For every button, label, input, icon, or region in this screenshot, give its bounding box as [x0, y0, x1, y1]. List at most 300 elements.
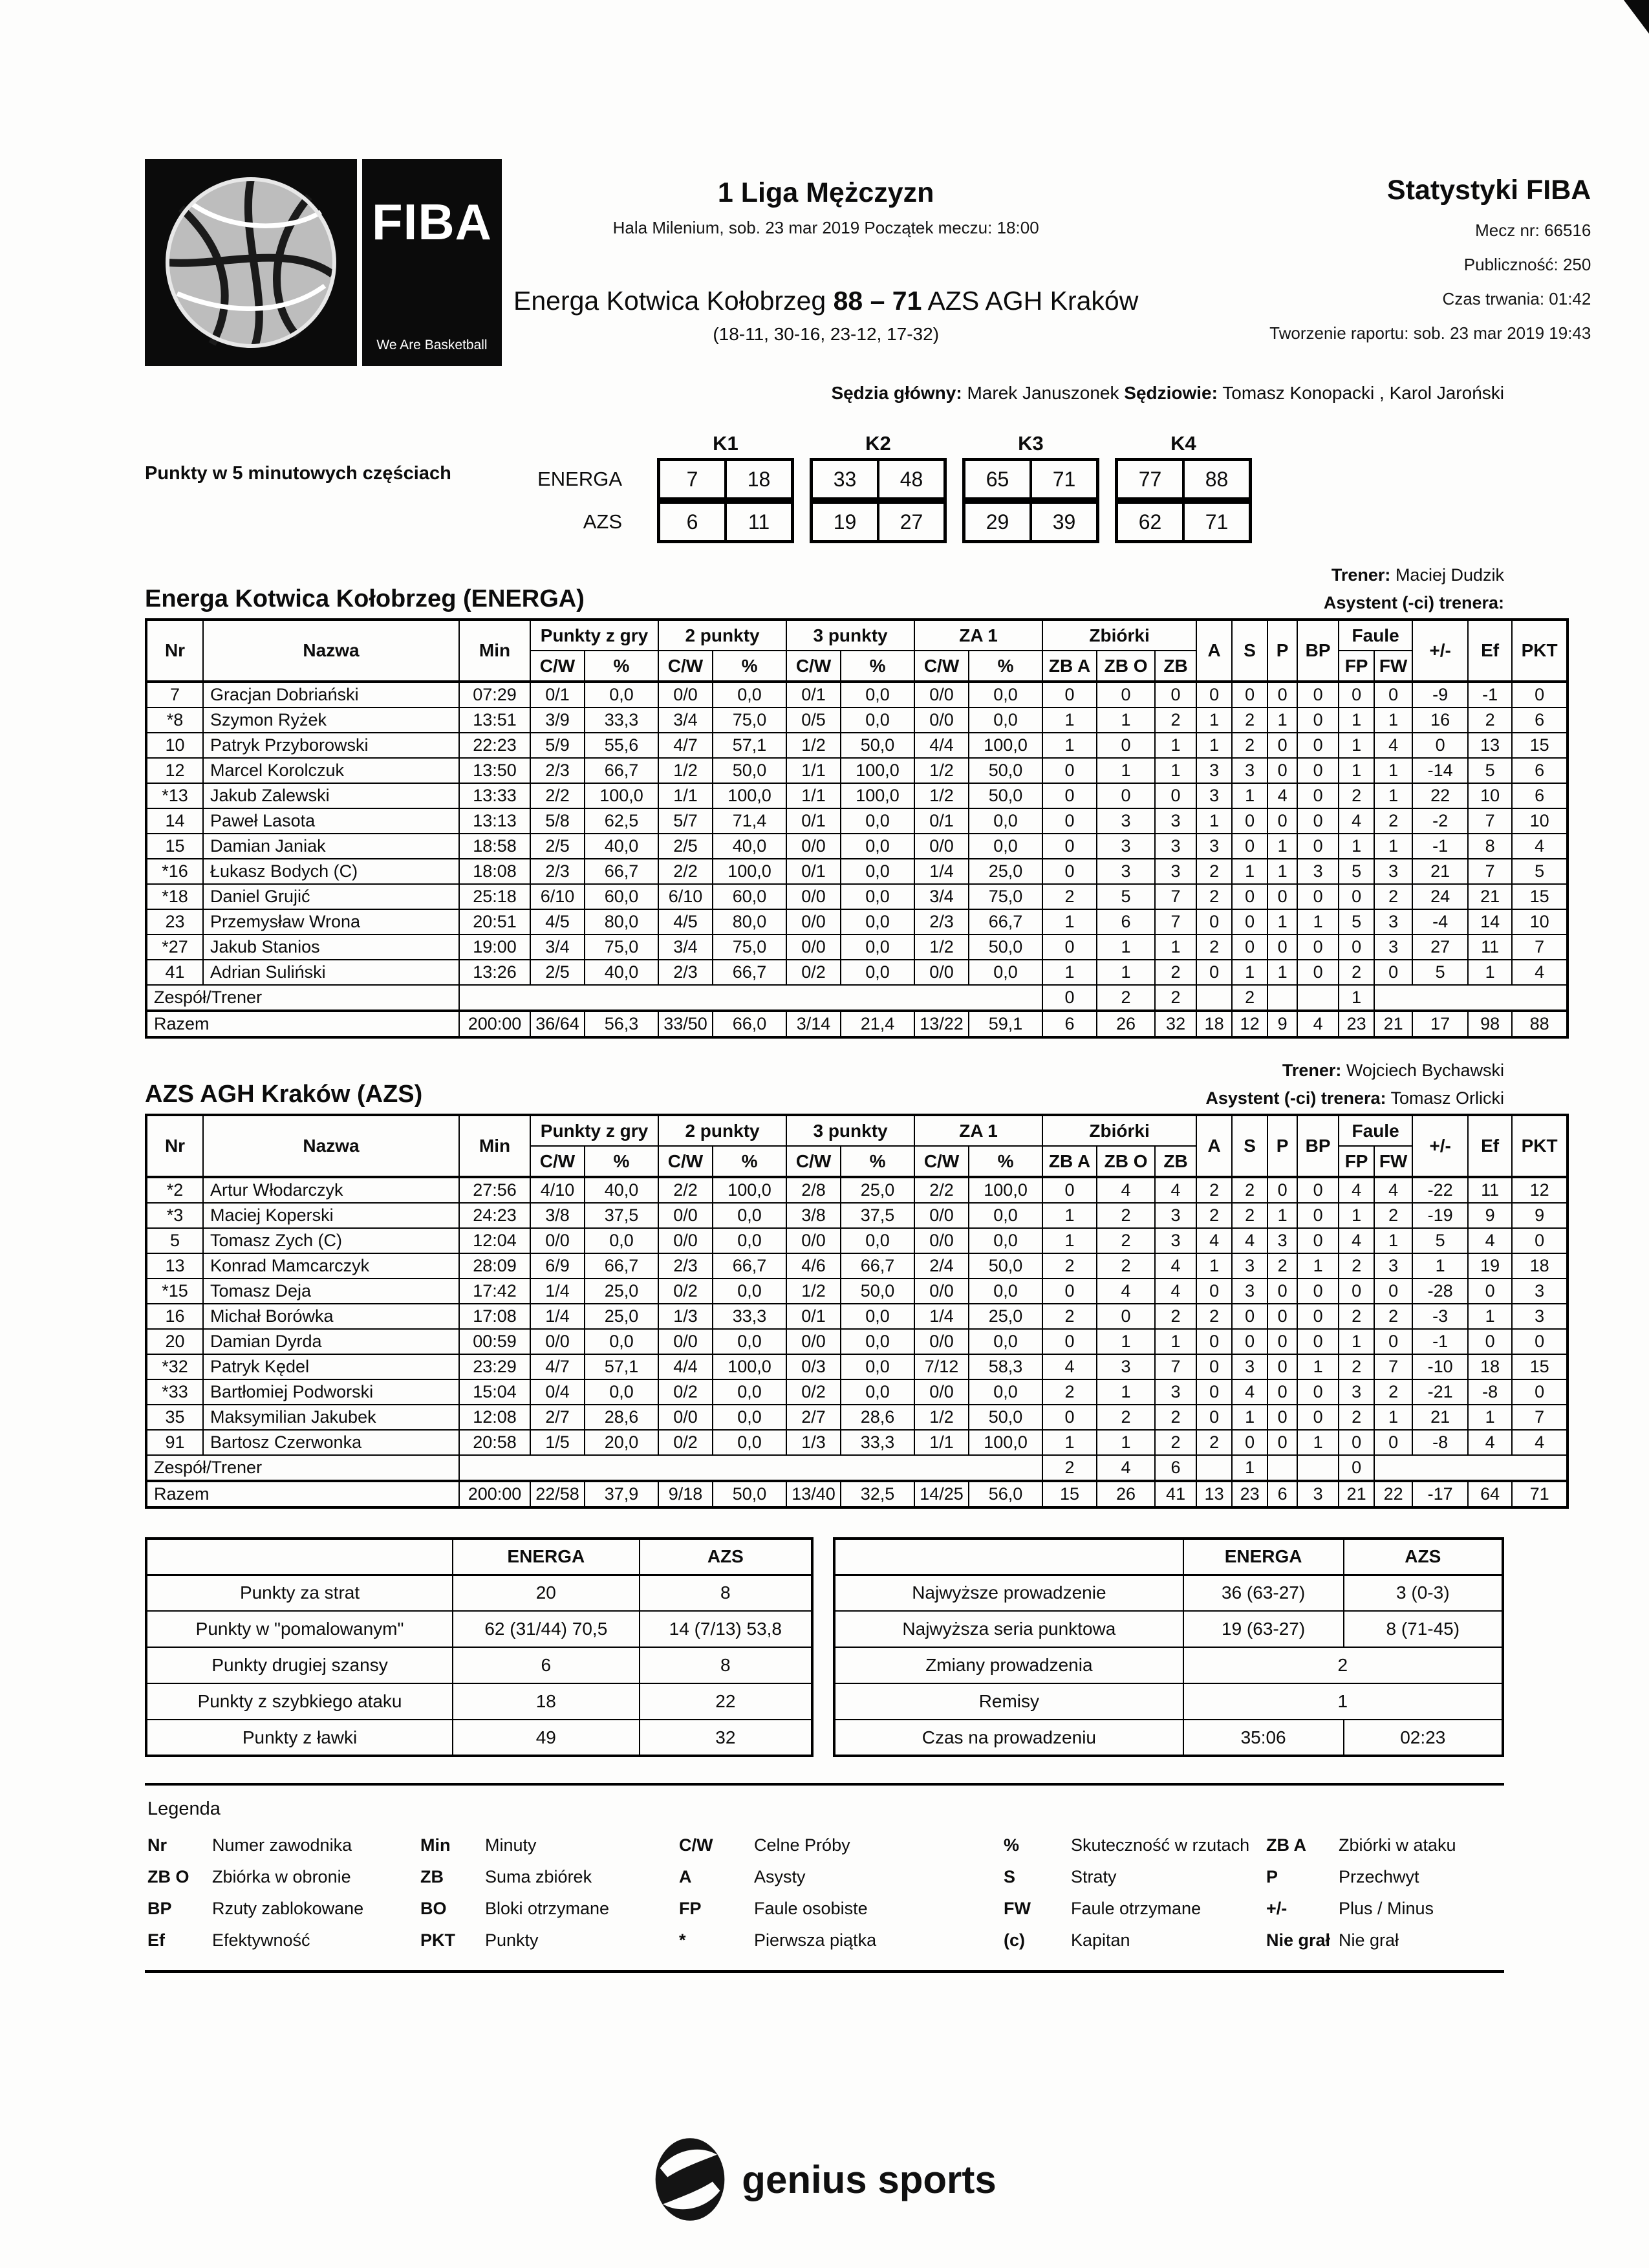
stat-cell: 37,5	[841, 1203, 914, 1228]
player-name-cell: Maksymilian Jakubek	[203, 1405, 459, 1430]
stat-cell: 0	[1097, 733, 1155, 758]
legend-abbr: Min	[420, 1835, 451, 1855]
summary-value-home: 62 (31/44) 70,5	[453, 1611, 639, 1647]
stat-cell: 2/3	[658, 1253, 713, 1279]
stat-cell: 28,6	[841, 1405, 914, 1430]
stat-cell: 26	[1097, 1011, 1155, 1037]
column-header: Min	[459, 620, 530, 682]
stat-cell: *32	[146, 1354, 203, 1379]
stat-cell: 3	[1232, 1253, 1267, 1279]
stat-cell	[1196, 985, 1232, 1011]
stat-cell: 3	[1374, 1253, 1412, 1279]
stat-cell: 0,0	[713, 1379, 786, 1405]
stat-cell: 18	[1512, 1253, 1568, 1279]
stat-cell: 0,0	[969, 960, 1042, 985]
stat-cell: 14/25	[914, 1481, 969, 1507]
summary-value-home: 19 (63-27)	[1183, 1611, 1344, 1647]
stat-cell: 0/1	[786, 808, 841, 834]
leads-summary-table-slot	[833, 1537, 1504, 1757]
stat-cell: 1	[1155, 758, 1196, 783]
stat-cell: 1	[1155, 934, 1196, 960]
stat-cell: 0	[1374, 1430, 1412, 1455]
stat-cell: 2	[1097, 1405, 1155, 1430]
stat-cell: 100,0	[841, 783, 914, 808]
stat-cell: 56,3	[585, 1011, 658, 1037]
stat-cell: 3	[1297, 859, 1339, 884]
stat-cell: 1/4	[530, 1304, 585, 1329]
stat-cell: 75,0	[585, 934, 658, 960]
stat-cell: 0	[1042, 1329, 1097, 1354]
stat-cell: 17:42	[459, 1279, 530, 1304]
stat-cell: 3/4	[914, 884, 969, 909]
stat-cell: 0/0	[914, 707, 969, 733]
stat-cell: 13:51	[459, 707, 530, 733]
summary-value-home: 35:06	[1183, 1720, 1344, 1756]
stat-cell: 3	[1097, 859, 1155, 884]
column-header: ZA 1	[914, 620, 1042, 651]
stat-cell: 1	[1267, 834, 1297, 859]
summary-blank-header	[834, 1539, 1183, 1575]
duration-line: Czas trwania: 01:42	[1442, 289, 1591, 308]
stat-cell: 2	[1196, 1177, 1232, 1203]
stat-cell: 7	[1155, 909, 1196, 934]
stat-cell: 0	[1196, 1279, 1232, 1304]
stat-cell: *33	[146, 1379, 203, 1405]
stat-cell: 66,7	[585, 758, 658, 783]
stat-cell: 1	[1042, 1228, 1097, 1253]
stat-cell: 1	[1042, 960, 1097, 985]
quarter-score-box	[962, 501, 1099, 543]
stat-cell: 50,0	[841, 733, 914, 758]
stat-cell: 0	[1042, 1405, 1097, 1430]
stat-cell: 7	[1468, 859, 1512, 884]
legend-abbr: FP	[679, 1899, 702, 1918]
stat-cell: *13	[146, 783, 203, 808]
stat-cell: 0,0	[713, 1430, 786, 1455]
summary-value-away: 22	[640, 1683, 813, 1720]
stat-cell: 0/0	[786, 884, 841, 909]
stat-cell: 2	[1196, 1304, 1232, 1329]
stat-cell	[1196, 1455, 1232, 1481]
stat-cell: 0/2	[786, 960, 841, 985]
stat-cell	[459, 985, 1042, 1011]
stat-cell: 21	[1412, 859, 1468, 884]
player-name-cell: Patryk Przyborowski	[203, 733, 459, 758]
stat-cell: 1	[1297, 909, 1339, 934]
player-row	[146, 707, 1568, 733]
player-row	[146, 960, 1568, 985]
stat-cell: 2/5	[530, 960, 585, 985]
legend-desc: Faule osobiste	[754, 1899, 868, 1918]
stat-cell: 200:00	[459, 1011, 530, 1037]
team-stats-table-slot	[145, 618, 1558, 1039]
player-row	[146, 1228, 1568, 1253]
stat-cell: 1/1	[914, 1430, 969, 1455]
stat-cell: 2	[1232, 1203, 1267, 1228]
summary-value-home: 36 (63-27)	[1183, 1575, 1344, 1611]
legend-abbr: (c)	[1004, 1930, 1025, 1950]
stat-cell: 1	[1042, 707, 1097, 733]
stat-cell: 25,0	[969, 859, 1042, 884]
stat-cell: 0	[1196, 1354, 1232, 1379]
stat-cell: 0/2	[658, 1279, 713, 1304]
stat-cell: 0	[1297, 1405, 1339, 1430]
stat-cell: 2	[1196, 1430, 1232, 1455]
summary-value-home: 49	[453, 1720, 639, 1756]
stat-cell: 50,0	[713, 1481, 786, 1507]
stat-cell: 0,0	[841, 934, 914, 960]
stat-cell: 0	[1374, 1329, 1412, 1354]
quarters-section	[145, 426, 1504, 543]
stat-cell: 100,0	[713, 1177, 786, 1203]
stat-cell: 3	[1267, 1228, 1297, 1253]
stat-cell: 3/4	[658, 934, 713, 960]
player-row	[146, 934, 1568, 960]
stat-cell	[1297, 985, 1339, 1011]
stat-cell: *16	[146, 859, 203, 884]
quarter-score-cell: 6	[686, 510, 698, 534]
stat-cell: 25,0	[969, 1304, 1042, 1329]
stat-cell: 0/0	[914, 1203, 969, 1228]
stat-cell: 1	[1097, 1329, 1155, 1354]
stat-cell: 40,0	[585, 834, 658, 859]
stat-cell: 7	[1468, 808, 1512, 834]
summary-value-away: 14 (7/13) 53,8	[640, 1611, 813, 1647]
stat-cell: 0/1	[914, 808, 969, 834]
stat-cell: 1	[1339, 1203, 1374, 1228]
summary-row-item	[834, 1720, 1503, 1756]
stat-cell: 13	[1196, 1481, 1232, 1507]
legend-desc: Punkty	[485, 1930, 539, 1950]
legend-desc: Plus / Minus	[1339, 1899, 1434, 1918]
stat-cell: 2/3	[914, 909, 969, 934]
stat-cell	[1374, 1455, 1568, 1481]
stat-cell: 4	[1374, 1177, 1412, 1203]
stat-cell: 100,0	[713, 783, 786, 808]
column-header: 2 punkty	[658, 1115, 786, 1146]
stat-cell: 6	[1512, 783, 1568, 808]
quarter-score-cell: 48	[877, 461, 943, 497]
stat-cell: 0	[1232, 682, 1267, 707]
stat-cell: 3	[1155, 834, 1196, 859]
basketball-icon	[145, 159, 357, 366]
quarter-score-cell: 27	[877, 504, 943, 540]
stat-cell: 0/0	[658, 1329, 713, 1354]
stat-cell: 2	[1232, 707, 1267, 733]
summary-label: Punkty drugiej szansy	[146, 1647, 453, 1683]
stat-cell: 0	[1196, 960, 1232, 985]
player-name-cell: Maciej Koperski	[203, 1203, 459, 1228]
quarter-score-cell: 88	[1182, 461, 1249, 497]
points-summary-table-slot	[145, 1537, 814, 1757]
quarter-score-box	[1115, 501, 1252, 543]
stat-cell: 0	[1339, 1430, 1374, 1455]
genius-sports-logo	[145, 2135, 1504, 2224]
stat-cell: -8	[1468, 1379, 1512, 1405]
column-header: ZB	[1155, 1146, 1196, 1177]
quarter-score-cell: 33	[833, 467, 857, 491]
stat-cell: 1	[1042, 733, 1097, 758]
column-header: %	[841, 1146, 914, 1177]
summary-label: Czas na prowadzeniu	[834, 1720, 1183, 1756]
stat-cell: *8	[146, 707, 203, 733]
stat-cell: 0	[1297, 1304, 1339, 1329]
legend-desc: Zbiórka w obronie	[212, 1867, 351, 1886]
stat-cell: 0	[1297, 783, 1339, 808]
stat-cell: 10	[1512, 909, 1568, 934]
summary-value-home: 20	[453, 1575, 639, 1611]
stat-cell: 0,0	[841, 1228, 914, 1253]
stat-cell: 7	[146, 682, 203, 707]
stat-cell: 2	[1232, 1177, 1267, 1203]
stat-cell: 4	[1097, 1455, 1155, 1481]
stat-cell: 0/0	[914, 682, 969, 707]
stat-cell: 1	[1339, 733, 1374, 758]
stat-cell: 4	[1512, 960, 1568, 985]
stat-cell: 5	[1412, 960, 1468, 985]
stat-cell: 0	[1297, 1203, 1339, 1228]
stat-cell: 1	[1097, 934, 1155, 960]
stat-cell: 40,0	[585, 1177, 658, 1203]
stat-cell: 10	[1512, 808, 1568, 834]
assistant-label: Asystent (-ci) trenera:	[1205, 1088, 1386, 1108]
stat-cell: 1	[1374, 1405, 1412, 1430]
stat-cell: 2	[1097, 985, 1155, 1011]
stat-cell: 18:58	[459, 834, 530, 859]
stat-cell: -17	[1412, 1481, 1468, 1507]
legend-desc: Numer zawodnika	[212, 1835, 352, 1855]
stat-cell: 60,0	[713, 884, 786, 909]
summary-table	[833, 1537, 1504, 1757]
summary-label: Punkty w "pomalowanym"	[146, 1611, 453, 1647]
legend-desc: Bloki otrzymane	[485, 1899, 610, 1918]
stat-cell: 2/3	[530, 859, 585, 884]
stat-cell: 2/2	[530, 783, 585, 808]
stat-cell: 2	[1374, 808, 1412, 834]
stat-cell: 15	[1512, 884, 1568, 909]
stat-cell: 0/0	[530, 1228, 585, 1253]
stat-cell: 64	[1468, 1481, 1512, 1507]
stat-cell: 2	[1042, 1379, 1097, 1405]
match-number-line: Mecz nr: 66516	[1475, 221, 1591, 240]
stat-cell: 1	[1339, 834, 1374, 859]
stat-cell: 0/0	[914, 1379, 969, 1405]
stat-cell: 1/4	[914, 859, 969, 884]
stat-cell: 3	[1374, 909, 1412, 934]
player-row	[146, 682, 1568, 707]
stat-cell: 1/4	[914, 1304, 969, 1329]
stat-cell: 56,0	[969, 1481, 1042, 1507]
stat-cell: 4	[1374, 733, 1412, 758]
team-bench-row	[146, 985, 1568, 1011]
stat-cell: 0	[1267, 1430, 1297, 1455]
player-row	[146, 884, 1568, 909]
stat-cell: 0	[1468, 1329, 1512, 1354]
stat-cell: 71,4	[713, 808, 786, 834]
column-header: %	[841, 651, 914, 682]
stat-cell: 0	[1339, 1455, 1374, 1481]
stat-cell: 2	[1339, 960, 1374, 985]
team-stats-table-slot	[145, 1114, 1558, 1509]
column-header: FP	[1339, 651, 1374, 682]
legend-desc: Zbiórki w ataku	[1339, 1835, 1456, 1855]
stat-cell: 17:08	[459, 1304, 530, 1329]
stat-cell: 1	[1267, 960, 1297, 985]
stat-cell: 4/10	[530, 1177, 585, 1203]
column-header: A	[1196, 620, 1232, 682]
column-header: Zbiórki	[1042, 620, 1196, 651]
stat-cell: 5	[1412, 1228, 1468, 1253]
team-bench-row	[146, 1455, 1568, 1481]
column-header: BP	[1297, 620, 1339, 682]
summary-table	[145, 1537, 814, 1757]
stat-cell: 9	[1512, 1203, 1568, 1228]
player-name-cell: Marcel Korolczuk	[203, 758, 459, 783]
summary-value-away: 02:23	[1344, 1720, 1503, 1756]
stat-cell: 60,0	[585, 884, 658, 909]
stat-cell: 2	[1097, 1253, 1155, 1279]
stat-cell: 50,0	[969, 1405, 1042, 1430]
stat-cell: 100,0	[713, 1354, 786, 1379]
stat-cell: -22	[1412, 1177, 1468, 1203]
stat-cell: 0,0	[969, 1279, 1042, 1304]
stat-cell: 0	[1267, 1304, 1297, 1329]
stat-cell: 75,0	[713, 934, 786, 960]
stat-cell: 0	[1232, 1430, 1267, 1455]
stat-cell: 75,0	[969, 884, 1042, 909]
stat-cell: 35	[146, 1405, 203, 1430]
stat-cell: 7	[1512, 1405, 1568, 1430]
stat-cell: 4/6	[786, 1253, 841, 1279]
match-header	[513, 159, 1138, 366]
team-stats-table	[145, 618, 1569, 1039]
stat-cell: 66,7	[713, 1253, 786, 1279]
column-header: %	[969, 651, 1042, 682]
stat-cell: 0/5	[786, 707, 841, 733]
stat-cell: 0	[1297, 884, 1339, 909]
stat-cell: 15	[146, 834, 203, 859]
stat-cell: 0/0	[658, 1228, 713, 1253]
stat-cell: 23	[1339, 1011, 1374, 1037]
stat-cell: 6	[1512, 758, 1568, 783]
stat-cell: 2	[1042, 1253, 1097, 1279]
stat-cell: 5	[1339, 859, 1374, 884]
legend-desc: Efektywność	[212, 1930, 310, 1950]
stat-cell: 0	[1042, 934, 1097, 960]
column-header: S	[1232, 1115, 1267, 1177]
stat-cell: 4/7	[658, 733, 713, 758]
stat-cell: 1	[1155, 1329, 1196, 1354]
stat-cell: *15	[146, 1279, 203, 1304]
player-row	[146, 1329, 1568, 1354]
stat-cell: 4	[1468, 1430, 1512, 1455]
legend-abbr: ZB	[420, 1867, 444, 1886]
stat-cell: 57,1	[585, 1354, 658, 1379]
stat-cell: 3/9	[530, 707, 585, 733]
stat-cell: 1/3	[786, 1430, 841, 1455]
stat-cell: 0	[1267, 1379, 1297, 1405]
stat-cell: 3/8	[530, 1203, 585, 1228]
stat-cell: 4/5	[530, 909, 585, 934]
stat-cell: 0	[1267, 1405, 1297, 1430]
stat-cell: 28:09	[459, 1253, 530, 1279]
stat-cell: 4/4	[914, 733, 969, 758]
stat-cell: 0	[1042, 1177, 1097, 1203]
quarters-spacer	[525, 426, 641, 455]
stat-cell: 37,5	[585, 1203, 658, 1228]
stat-cell: 1	[1267, 859, 1297, 884]
stat-cell: 1	[1339, 985, 1374, 1011]
stat-cell: 33,3	[585, 707, 658, 733]
stat-cell: 0	[1374, 682, 1412, 707]
coach-label: Trener:	[1331, 565, 1391, 585]
stat-cell: 4	[1512, 834, 1568, 859]
totals-row	[146, 1011, 1568, 1037]
stat-cell: -10	[1412, 1354, 1468, 1379]
column-header: C/W	[530, 651, 585, 682]
legend-desc: Skuteczność w rzutach	[1071, 1835, 1250, 1855]
column-header: Ef	[1468, 620, 1512, 682]
player-name-cell: Przemysław Wrona	[203, 909, 459, 934]
player-row	[146, 1279, 1568, 1304]
summary-value-away: 32	[640, 1720, 813, 1756]
stat-cell: 4	[1097, 1279, 1155, 1304]
stat-cell: 0/0	[786, 934, 841, 960]
quarter-score-cell: 29	[986, 510, 1009, 534]
legend-abbr: A	[679, 1867, 692, 1886]
stat-cell: 2	[1196, 859, 1232, 884]
legend-abbr: Nie grał	[1266, 1930, 1331, 1950]
stat-cell: 3	[1512, 1304, 1568, 1329]
stat-cell: 0/3	[786, 1354, 841, 1379]
stat-cell: 13:13	[459, 808, 530, 834]
final-score: 88 – 71	[833, 286, 922, 316]
player-name-cell: Damian Dyrda	[203, 1329, 459, 1354]
stat-cell: 0,0	[841, 960, 914, 985]
stat-cell: 2/3	[658, 960, 713, 985]
stat-cell: 2	[1374, 1203, 1412, 1228]
stat-cell: 0	[1512, 1329, 1568, 1354]
summary-away-header: AZS	[640, 1539, 813, 1575]
legend-abbr: Ef	[147, 1930, 165, 1950]
stat-cell: 0	[1097, 1304, 1155, 1329]
stat-cell: 6/10	[658, 884, 713, 909]
stat-cell: 12	[1512, 1177, 1568, 1203]
stat-cell: 1/2	[914, 758, 969, 783]
summary-value-home: 18	[453, 1683, 639, 1720]
stat-cell: 13/40	[786, 1481, 841, 1507]
stat-cell: 1/2	[914, 934, 969, 960]
stat-cell: 2	[1339, 1354, 1374, 1379]
player-row	[146, 1304, 1568, 1329]
stat-cell: -3	[1412, 1304, 1468, 1329]
stat-cell: 0	[1267, 733, 1297, 758]
column-header: BP	[1297, 1115, 1339, 1177]
player-row	[146, 1177, 1568, 1203]
summary-value: 2	[1183, 1647, 1503, 1683]
stat-cell: 7	[1512, 934, 1568, 960]
stat-cell: 0	[1042, 859, 1097, 884]
stat-cell: 0/0	[530, 1329, 585, 1354]
stat-cell: 2	[1339, 1405, 1374, 1430]
stats-header-row-groups	[146, 620, 1568, 651]
coach-name: Maciej Dudzik	[1390, 565, 1504, 585]
stat-cell: 0/0	[786, 909, 841, 934]
stat-cell: -19	[1412, 1203, 1468, 1228]
stat-cell: 4	[1339, 1177, 1374, 1203]
stat-cell: 0,0	[713, 1279, 786, 1304]
stat-cell: 24:23	[459, 1203, 530, 1228]
